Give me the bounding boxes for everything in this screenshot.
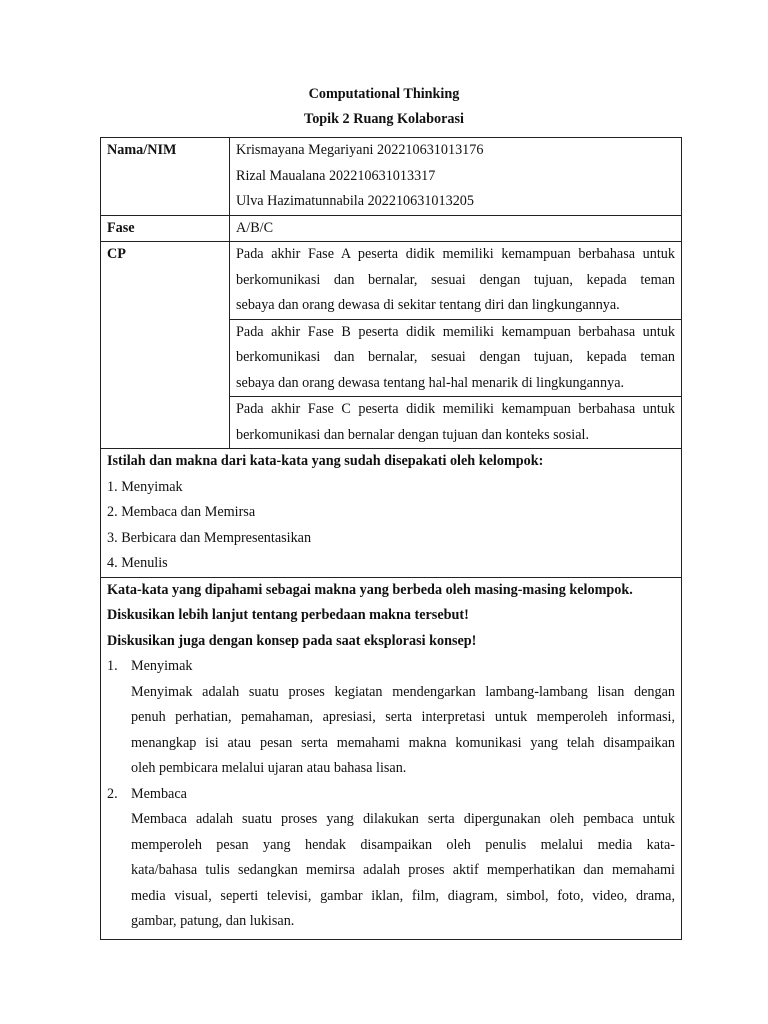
- cp-cell: [230, 242, 682, 449]
- cp-b-line-1: Pada akhir Fase B peserta didik memiliki kemampuan berbahasa untuk: [236, 323, 675, 340]
- row-diskusi: [101, 577, 682, 939]
- cp-c-line-1: Pada akhir Fase C peserta didik memiliki kemampuan berbahasa untuk: [236, 401, 675, 417]
- cp-fase-a: [230, 242, 681, 320]
- istilah-item-4: 4. Menulis: [107, 555, 168, 571]
- membaca-description: [107, 807, 675, 935]
- label-cp: CP: [101, 242, 230, 449]
- item-term: Membaca: [131, 785, 187, 802]
- label-fase: Fase: [101, 215, 230, 242]
- cp-b-line-3: sebaya dan orang dewasa tentang hal-hal menarik di lingkungannya.: [236, 374, 625, 391]
- row-cp: [101, 242, 682, 449]
- menyimak-description: [107, 680, 675, 782]
- istilah-heading: Istilah dan makna dari kata-kata yang sudah disepakati oleh kelompok:: [107, 453, 544, 469]
- membaca-line-4: media visual, seperti televisi, gambar iklan, film, diagram, simbol, foto, video, drama,: [131, 887, 675, 904]
- member-3: Ulva Hazimatunnabila 202210631013205: [236, 193, 474, 209]
- member-2: Rizal Maualana 202210631013317: [236, 167, 436, 184]
- membaca-line-2: memperoleh pesan yang hendak disampaikan oleh penulis melalui media kata-: [131, 836, 675, 853]
- cp-fase-b: [230, 320, 681, 398]
- cp-fase-c: [230, 397, 681, 448]
- cp-a-line-1: Pada akhir Fase A peserta didik memiliki kemampuan berbahasa untuk: [236, 246, 675, 262]
- diskusi-heading-1: Kata-kata yang dipahami sebagai makna yang berbeda oleh masing-masing kelompok.: [107, 581, 633, 598]
- document-subtitle: Topik 2 Ruang Kolaborasi: [304, 111, 464, 127]
- menyimak-line-4: oleh pembicara melalui ujaran atau bahasa lisan.: [131, 760, 407, 776]
- cp-a-line-2: berkomunikasi dan bernalar, sesuai dengan tujuan, kepada teman: [236, 271, 675, 288]
- menyimak-line-1: Menyimak adalah suatu proses kegiatan mendengarkan lambang-lambang lisan dengan: [131, 683, 675, 700]
- diskusi-heading-2: Diskusikan lebih lanjut tentang perbedaan makna tersebut!: [107, 607, 469, 623]
- membaca-line-1: Membaca adalah suatu proses yang dilakukan serta dipergunakan oleh pembaca untuk: [131, 811, 675, 827]
- menyimak-line-2: penuh perhatian, pemahaman, apresiasi, serta interpretasi untuk memperoleh informasi,: [131, 709, 675, 725]
- diskusi-heading-3: Diskusikan juga dengan konsep pada saat eksplorasi konsep!: [107, 632, 477, 649]
- cp-a-line-3: sebaya dan orang dewasa di sekitar tentang diri dan lingkungannya.: [236, 297, 620, 313]
- row-fase: [101, 215, 682, 242]
- label-nama: Nama/NIM: [101, 138, 230, 216]
- membaca-line-3: kata/bahasa tulis sedangkan memirsa adalah proses aktif memperhatikan dan memahami: [131, 862, 675, 878]
- istilah-cell: [101, 449, 682, 578]
- item-term: Menyimak: [131, 658, 193, 674]
- istilah-item-3: 3. Berbicara dan Mempresentasikan: [107, 529, 312, 546]
- row-nama: [101, 138, 682, 216]
- cp-b-line-2: berkomunikasi dan bernalar, sesuai dengan tujuan, kepada teman: [236, 349, 675, 365]
- member-1: Krismayana Megariyani 202210631013176: [236, 142, 484, 158]
- members-cell: [230, 138, 682, 216]
- diskusi-item-membaca: [107, 782, 675, 808]
- document-title: Computational Thinking: [308, 86, 460, 102]
- item-number: 1.: [107, 658, 118, 674]
- item-number: 2.: [107, 785, 118, 802]
- diskusi-item-menyimak: [107, 654, 675, 680]
- istilah-item-2: 2. Membaca dan Memirsa: [107, 504, 256, 520]
- fase-value: A/B/C: [230, 215, 682, 242]
- cp-c-line-2: berkomunikasi dan bernalar dengan tujuan dan konteks sosial.: [236, 426, 590, 443]
- menyimak-line-3: menangkap isi atau pesan serta memahami makna komunikasi yang telah disampaikan: [131, 734, 675, 751]
- diskusi-cell: [101, 577, 682, 939]
- worksheet-table: [100, 137, 682, 940]
- istilah-item-1: 1. Menyimak: [107, 478, 183, 495]
- membaca-line-5: gambar, patung, dan lukisan.: [131, 913, 295, 929]
- row-istilah: [101, 449, 682, 578]
